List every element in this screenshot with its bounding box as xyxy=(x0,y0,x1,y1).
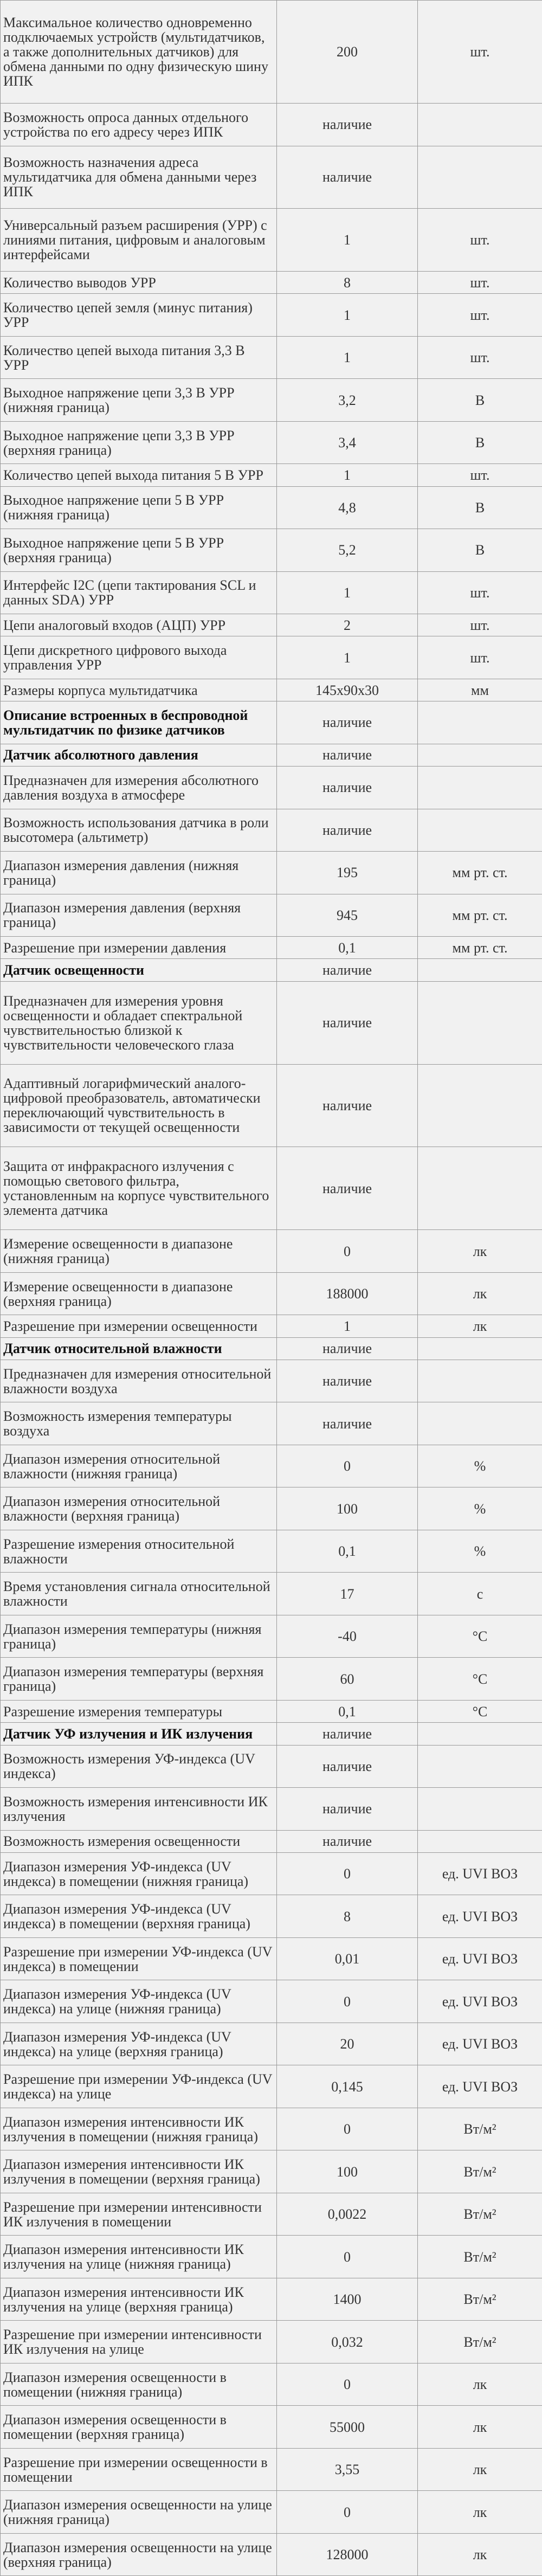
unit-cell xyxy=(418,104,542,146)
parameter-cell: Диапазон измерения интенсивности ИК излучения в помещении (нижняя граница) xyxy=(1,2108,277,2150)
table-row xyxy=(1,2363,542,2406)
parameter-cell: Разрешение при измерении УФ-индекса (UV индекса) в помещении xyxy=(1,1937,277,1980)
value-cell: 0 xyxy=(277,2363,418,2406)
parameter-cell: Количество цепей выхода питания 5 В УРР xyxy=(1,464,277,486)
value-cell: 1 xyxy=(277,209,418,272)
parameter-cell: Датчик абсолютного давления xyxy=(1,744,277,766)
parameter-cell: Диапазон измерения интенсивности ИК излучения на улице (верхняя граница) xyxy=(1,2278,277,2321)
unit-cell xyxy=(418,1402,542,1445)
unit-cell: шт. xyxy=(418,614,542,636)
unit-cell: °C xyxy=(418,1700,542,1722)
unit-cell xyxy=(418,146,542,209)
parameter-cell: Выходное напряжение цепи 3,3 В УРР (нижняя граница) xyxy=(1,379,277,422)
parameter-cell: Диапазон измерения давления (нижняя граница) xyxy=(1,852,277,894)
unit-cell: Вт/м² xyxy=(418,2193,542,2236)
parameter-cell: Датчик относительной влажности xyxy=(1,1337,277,1360)
parameter-cell: Диапазон измерения относительной влажности (верхняя граница) xyxy=(1,1487,277,1530)
value-cell: наличие xyxy=(277,981,418,1064)
value-cell: 8 xyxy=(277,271,418,293)
parameter-cell: Предназначен для измерения относительной влажности воздуха xyxy=(1,1360,277,1402)
unit-cell: В xyxy=(418,421,542,464)
value-cell: наличие xyxy=(277,744,418,766)
unit-cell xyxy=(418,1723,542,1745)
table-row xyxy=(1,679,542,701)
parameter-cell: Выходное напряжение цепи 5 В УРР (верхняя граница) xyxy=(1,529,277,572)
value-cell: -40 xyxy=(277,1615,418,1658)
table-row xyxy=(1,767,542,809)
table-row xyxy=(1,271,542,293)
unit-cell: лк xyxy=(418,2448,542,2491)
parameter-cell: Разрешение при измерении УФ-индекса (UV индекса) на улице xyxy=(1,2065,277,2108)
value-cell: 0,01 xyxy=(277,1937,418,1980)
unit-cell: ед. UVI ВОЗ xyxy=(418,2065,542,2108)
table-row xyxy=(1,421,542,464)
table-row xyxy=(1,1573,542,1615)
value-cell: 0,145 xyxy=(277,2065,418,2108)
value-cell: 60 xyxy=(277,1658,418,1701)
unit-cell: шт. xyxy=(418,636,542,679)
parameter-cell: Диапазон измерения относительной влажности (нижняя граница) xyxy=(1,1445,277,1487)
value-cell: наличие xyxy=(277,1064,418,1147)
value-cell: 195 xyxy=(277,852,418,894)
value-cell: 0,0022 xyxy=(277,2193,418,2236)
parameter-cell: Диапазон измерения интенсивности ИК излучения в помещении (верхняя граница) xyxy=(1,2150,277,2193)
unit-cell xyxy=(418,1337,542,1360)
table-row xyxy=(1,2236,542,2278)
unit-cell: шт. xyxy=(418,209,542,272)
parameter-cell: Адаптивный логарифмический аналого-цифровой преобразователь, автоматически переключающий чувствительность в зависимости от текущей освещенности xyxy=(1,1064,277,1147)
section-header-row xyxy=(1,744,542,766)
unit-cell: шт. xyxy=(418,294,542,337)
unit-cell xyxy=(418,1064,542,1147)
table-row xyxy=(1,1700,542,1722)
parameter-cell: Количество выводов УРР xyxy=(1,271,277,293)
value-cell: наличие xyxy=(277,1788,418,1831)
section-header-row xyxy=(1,959,542,981)
parameter-cell: Возможность назначения адреса мультидатчика для обмена данными через ИПК xyxy=(1,146,277,209)
value-cell: наличие xyxy=(277,809,418,852)
table-row xyxy=(1,2150,542,2193)
table-row xyxy=(1,2448,542,2491)
table-row xyxy=(1,1360,542,1402)
table-row xyxy=(1,2193,542,2236)
value-cell: 3,2 xyxy=(277,379,418,422)
value-cell: 100 xyxy=(277,2150,418,2193)
unit-cell: мм рт. ст. xyxy=(418,937,542,959)
value-cell: 0,032 xyxy=(277,2321,418,2364)
value-cell: 945 xyxy=(277,894,418,937)
table-row xyxy=(1,1745,542,1788)
value-cell: наличие xyxy=(277,146,418,209)
value-cell: 0 xyxy=(277,1980,418,2023)
parameter-cell: Возможность опроса данных отдельного устройства по его адресу через ИПК xyxy=(1,104,277,146)
value-cell: наличие xyxy=(277,1402,418,1445)
value-cell: 1 xyxy=(277,294,418,337)
parameter-cell: Возможность измерения температуры воздуха xyxy=(1,1402,277,1445)
table-row xyxy=(1,486,542,529)
value-cell: 1 xyxy=(277,636,418,679)
table-row xyxy=(1,1852,542,1895)
value-cell: 1 xyxy=(277,1315,418,1337)
table-row xyxy=(1,379,542,422)
table-row xyxy=(1,981,542,1064)
parameter-cell: Разрешение измерения относительной влажности xyxy=(1,1530,277,1573)
unit-cell: ед. UVI ВОЗ xyxy=(418,2023,542,2065)
unit-cell: шт. xyxy=(418,464,542,486)
value-cell: 3,4 xyxy=(277,421,418,464)
unit-cell: мм рт. ст. xyxy=(418,852,542,894)
parameter-cell: Время установления сигнала относительной влажности xyxy=(1,1573,277,1615)
parameter-cell: Разрешение при измерении интенсивности ИК излучения на улице xyxy=(1,2321,277,2364)
unit-cell: °C xyxy=(418,1615,542,1658)
table-row xyxy=(1,937,542,959)
table-row xyxy=(1,2108,542,2150)
parameter-cell: Максимальное количество одновременно подключаемых устройств (мультидатчиков, а также дополнительных датчиков) для обмена данными по одну физическую шину ИПК xyxy=(1,1,277,104)
unit-cell xyxy=(418,1788,542,1831)
parameter-cell: Диапазон измерения освещенности на улице (верхняя граница) xyxy=(1,2533,277,2576)
unit-cell: лк xyxy=(418,2406,542,2449)
unit-cell: В xyxy=(418,486,542,529)
parameter-cell: Выходное напряжение цепи 3,3 В УРР (верхняя граница) xyxy=(1,421,277,464)
unit-cell: Вт/м² xyxy=(418,2321,542,2364)
unit-cell xyxy=(418,744,542,766)
parameter-cell: Диапазон измерения УФ-индекса (UV индекса) на улице (верхняя граница) xyxy=(1,2023,277,2065)
table-row xyxy=(1,2406,542,2449)
table-row xyxy=(1,2321,542,2364)
parameter-cell: Измерение освещенности в диапазоне (верхняя граница) xyxy=(1,1272,277,1315)
parameter-cell: Диапазон измерения температуры (нижняя граница) xyxy=(1,1615,277,1658)
parameter-cell: Разрешение при измерении освещенности в помещении xyxy=(1,2448,277,2491)
parameter-cell: Количество цепей земля (минус питания) УРР xyxy=(1,294,277,337)
value-cell: 188000 xyxy=(277,1272,418,1315)
parameter-cell: Интерфейс I2C (цепи тактирования SCL и данных SDA) УРР xyxy=(1,571,277,614)
unit-cell xyxy=(418,1745,542,1788)
section-header-row xyxy=(1,1337,542,1360)
value-cell: 145x90x30 xyxy=(277,679,418,701)
table-row xyxy=(1,1980,542,2023)
value-cell: наличие xyxy=(277,959,418,981)
parameter-cell: Предназначен для измерения уровня освещенности и обладает спектральной чувствительностью близкой к чувствительности человеческого глаза xyxy=(1,981,277,1064)
table-row xyxy=(1,1487,542,1530)
value-cell: 128000 xyxy=(277,2533,418,2576)
table-row xyxy=(1,529,542,572)
unit-cell: лк xyxy=(418,1272,542,1315)
value-cell: наличие xyxy=(277,767,418,809)
parameter-cell: Цепи дискретного цифрового выхода управления УРР xyxy=(1,636,277,679)
table-row xyxy=(1,809,542,852)
unit-cell xyxy=(418,1830,542,1852)
value-cell: 20 xyxy=(277,2023,418,2065)
value-cell: 55000 xyxy=(277,2406,418,2449)
section-header-row xyxy=(1,701,542,744)
table-row xyxy=(1,894,542,937)
parameter-cell: Разрешение при измерении интенсивности ИК излучения в помещении xyxy=(1,2193,277,2236)
value-cell: 1400 xyxy=(277,2278,418,2321)
unit-cell: лк xyxy=(418,1315,542,1337)
value-cell: 1 xyxy=(277,464,418,486)
value-cell: наличие xyxy=(277,104,418,146)
unit-cell: Вт/м² xyxy=(418,2236,542,2278)
table-row xyxy=(1,1402,542,1445)
table-row xyxy=(1,1230,542,1273)
unit-cell: Вт/м² xyxy=(418,2108,542,2150)
parameter-cell: Диапазон измерения УФ-индекса (UV индекса) в помещении (верхняя граница) xyxy=(1,1895,277,1938)
parameter-cell: Возможность измерения интенсивности ИК излучения xyxy=(1,1788,277,1831)
value-cell: наличие xyxy=(277,1830,418,1852)
parameter-cell: Разрешение при измерении давления xyxy=(1,937,277,959)
table-row xyxy=(1,1064,542,1147)
table-row xyxy=(1,1937,542,1980)
unit-cell: В xyxy=(418,379,542,422)
parameter-cell: Цепи аналоговый входов (АЦП) УРР xyxy=(1,614,277,636)
parameter-cell: Возможность использования датчика в роли высотомера (альтиметр) xyxy=(1,809,277,852)
unit-cell: шт. xyxy=(418,336,542,379)
table-row xyxy=(1,614,542,636)
unit-cell xyxy=(418,981,542,1064)
value-cell: 5,2 xyxy=(277,529,418,572)
parameter-cell: Разрешение при измерении освещенности xyxy=(1,1315,277,1337)
value-cell: наличие xyxy=(277,1337,418,1360)
table-row xyxy=(1,852,542,894)
parameter-cell: Измерение освещенности в диапазоне (нижняя граница) xyxy=(1,1230,277,1273)
table-row xyxy=(1,571,542,614)
unit-cell: ед. UVI ВОЗ xyxy=(418,1980,542,2023)
value-cell: наличие xyxy=(277,1360,418,1402)
parameter-cell: Универсальный разъем расширения (УРР) с линиями питания, цифровым и аналоговым интерфейсами xyxy=(1,209,277,272)
table-row xyxy=(1,2023,542,2065)
table-row xyxy=(1,2065,542,2108)
value-cell: 2 xyxy=(277,614,418,636)
parameter-cell: Диапазон измерения УФ-индекса (UV индекса) на улице (нижняя граница) xyxy=(1,1980,277,2023)
unit-cell xyxy=(418,701,542,744)
unit-cell: Вт/м² xyxy=(418,2278,542,2321)
unit-cell: с xyxy=(418,1573,542,1615)
unit-cell: шт. xyxy=(418,1,542,104)
table-row xyxy=(1,636,542,679)
unit-cell xyxy=(418,767,542,809)
value-cell: 0 xyxy=(277,1852,418,1895)
unit-cell xyxy=(418,1360,542,1402)
unit-cell xyxy=(418,959,542,981)
table-row xyxy=(1,2533,542,2576)
table-row xyxy=(1,1530,542,1573)
value-cell: 0 xyxy=(277,2491,418,2534)
unit-cell: В xyxy=(418,529,542,572)
unit-cell: лк xyxy=(418,2533,542,2576)
value-cell: 4,8 xyxy=(277,486,418,529)
parameter-cell: Описание встроенных в беспроводной мультидатчик по физике датчиков xyxy=(1,701,277,744)
unit-cell: лк xyxy=(418,2491,542,2534)
unit-cell: ед. UVI ВОЗ xyxy=(418,1895,542,1938)
unit-cell: % xyxy=(418,1445,542,1487)
value-cell: 100 xyxy=(277,1487,418,1530)
parameter-cell: Выходное напряжение цепи 5 В УРР (нижняя граница) xyxy=(1,486,277,529)
table-row xyxy=(1,1830,542,1852)
table-row xyxy=(1,1788,542,1831)
unit-cell: % xyxy=(418,1487,542,1530)
table-row xyxy=(1,1895,542,1938)
value-cell: 0,1 xyxy=(277,937,418,959)
table-row xyxy=(1,1658,542,1701)
parameter-cell: Диапазон измерения температуры (верхняя граница) xyxy=(1,1658,277,1701)
value-cell: наличие xyxy=(277,1723,418,1745)
parameter-cell: Возможность измерения освещенности xyxy=(1,1830,277,1852)
value-cell: 17 xyxy=(277,1573,418,1615)
unit-cell: шт. xyxy=(418,271,542,293)
parameter-cell: Размеры корпуса мультидатчика xyxy=(1,679,277,701)
unit-cell: мм рт. ст. xyxy=(418,894,542,937)
parameter-cell: Диапазон измерения освещенности в помещении (верхняя граница) xyxy=(1,2406,277,2449)
parameter-cell: Диапазон измерения освещенности на улице (нижняя граница) xyxy=(1,2491,277,2534)
value-cell: 1 xyxy=(277,571,418,614)
table-row xyxy=(1,104,542,146)
parameter-cell: Диапазон измерения освещенности в помещении (нижняя граница) xyxy=(1,2363,277,2406)
value-cell: 200 xyxy=(277,1,418,104)
table-row xyxy=(1,1147,542,1230)
value-cell: 3,55 xyxy=(277,2448,418,2491)
value-cell: 0 xyxy=(277,2108,418,2150)
unit-cell xyxy=(418,809,542,852)
unit-cell: °C xyxy=(418,1658,542,1701)
table-row xyxy=(1,336,542,379)
parameter-cell: Диапазон измерения давления (верхняя граница) xyxy=(1,894,277,937)
value-cell: наличие xyxy=(277,701,418,744)
unit-cell: мм xyxy=(418,679,542,701)
parameter-cell: Количество цепей выхода питания 3,3 В УРР xyxy=(1,336,277,379)
value-cell: 0 xyxy=(277,1230,418,1273)
unit-cell: % xyxy=(418,1530,542,1573)
unit-cell xyxy=(418,1147,542,1230)
value-cell: наличие xyxy=(277,1745,418,1788)
parameter-cell: Датчик освещенности xyxy=(1,959,277,981)
unit-cell: ед. UVI ВОЗ xyxy=(418,1852,542,1895)
parameter-cell: Предназначен для измерения абсолютного давления воздуха в атмосфере xyxy=(1,767,277,809)
table-row xyxy=(1,146,542,209)
unit-cell: лк xyxy=(418,2363,542,2406)
parameter-cell: Возможность измерения УФ-индекса (UV индекса) xyxy=(1,1745,277,1788)
value-cell: 0,1 xyxy=(277,1700,418,1722)
value-cell: 0,1 xyxy=(277,1530,418,1573)
value-cell: 0 xyxy=(277,2236,418,2278)
unit-cell: ед. UVI ВОЗ xyxy=(418,1937,542,1980)
value-cell: 8 xyxy=(277,1895,418,1938)
unit-cell: Вт/м² xyxy=(418,2150,542,2193)
table-row xyxy=(1,2491,542,2534)
parameter-cell: Защита от инфракрасного излучения с помощью светового фильтра, установленным на корпусе чувствительного элемента датчика xyxy=(1,1147,277,1230)
table-row xyxy=(1,1,542,104)
table-row xyxy=(1,1272,542,1315)
table-row xyxy=(1,2278,542,2321)
value-cell: 0 xyxy=(277,1445,418,1487)
unit-cell: лк xyxy=(418,1230,542,1273)
table-row xyxy=(1,1445,542,1487)
parameter-cell: Разрешение измерения температуры xyxy=(1,1700,277,1722)
table-row xyxy=(1,1315,542,1337)
table-row xyxy=(1,209,542,272)
table-row xyxy=(1,1615,542,1658)
value-cell: 1 xyxy=(277,336,418,379)
spec-table-body xyxy=(1,1,542,2576)
parameter-cell: Датчик УФ излучения и ИК излучения xyxy=(1,1723,277,1745)
section-header-row xyxy=(1,1723,542,1745)
unit-cell: шт. xyxy=(418,571,542,614)
table-row xyxy=(1,464,542,486)
value-cell: наличие xyxy=(277,1147,418,1230)
parameter-cell: Диапазон измерения интенсивности ИК излучения на улице (нижняя граница) xyxy=(1,2236,277,2278)
parameter-cell: Диапазон измерения УФ-индекса (UV индекса) в помещении (нижняя граница) xyxy=(1,1852,277,1895)
table-row xyxy=(1,294,542,337)
